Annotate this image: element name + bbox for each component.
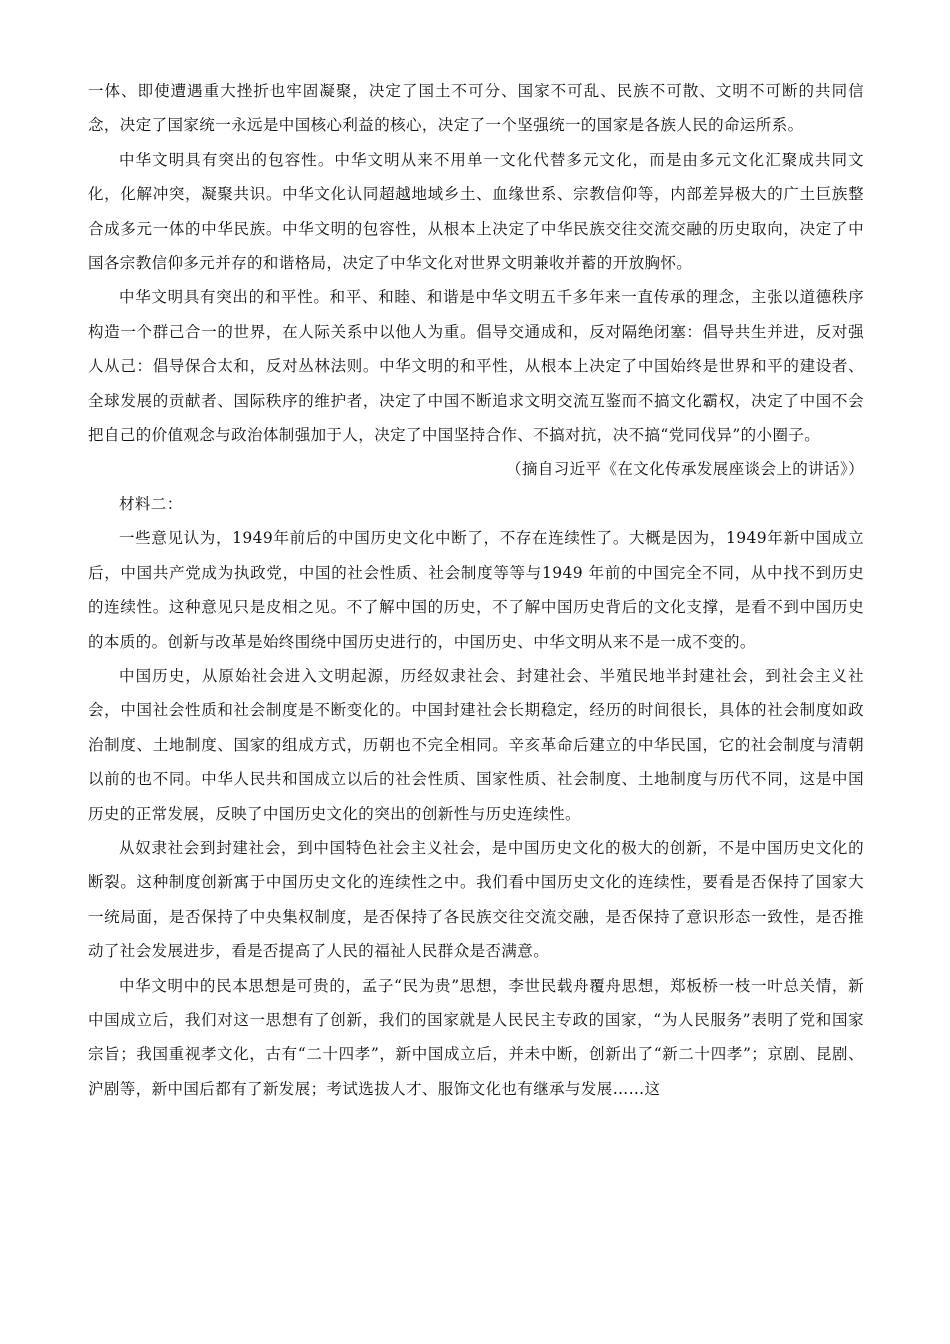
paragraph-institutional-innovation: 从奴隶社会到封建社会，到中国特色社会主义社会，是中国历史文化的极大的创新，不是中国历史文化的断裂。这种制度创新寓于中国历史文化的连续性之中。我们看中国历史文化的连续性，要看是否保持了国家大一统局面，是否保持了中央集权制度，是否保持了各民族交往交流交融，是否保持了意识形态一致性，是否推动了社会发展进步，看是否提高了人民的福祉人民群众是否满意。 (88, 838, 864, 961)
material-two-label: 材料二： (119, 494, 183, 513)
paragraph-peacefulness: 中华文明具有突出的和平性。和平、和睦、和谐是中华文明五千多年来一直传承的理念，主张以道德秩序构造一个群己合一的世界，在人际关系中以他人为重。倡导交通成和，反对隔绝闭塞：倡导共生并进，反对强人从己：倡导保合太和，反对丛林法则。中华文明的和平性，从根本上决定了中国始终是世界和平的建设者、全球发展的贡献者、国际秩序的维护者，决定了中国不断追求文明交流互鉴而不搞文化霸权，决定了中国不会把自己的价值观念与政治体制强加于人，决定了中国坚持合作、不搞对抗，决不搞“党同伐异”的小圈子。 (88, 288, 864, 445)
paragraph-people-oriented: 中华文明中的民本思想是可贵的，孟子“民为贵”思想，李世民载舟覆舟思想，郑板桥一枝一叶总关情，新中国成立后，我们对这一思想有了创新，我们的国家就是人民民主专政的国家，“为人民服务”表明了党和国家宗旨；我国重视孝文化，古有“二十四孝”，新中国成立后，并未中断，创新出了“新二十四孝”；京剧、昆剧、沪剧等，新中国后都有了新发展；考试选拔人才、服饰文化也有继承与发展……这 (88, 976, 864, 1098)
document-page (88, 74, 864, 1106)
paragraph-continuity-opinion: 一些意见认为，1949年前后的中国历史文化中断了，不存在连续性了。大概是因为，1949年新中国成立后，中国共产党成为执政党，中国的社会性质、社会制度等等与1949 年前的中国完全不同，从中找不到历史的连续性。这种意见只是皮相之见。不了解中国的历史，不了解中国历史背后的文化支撑，是看不到中国历史的本质的。创新与改革是始终围绕中国历史进行的，中国历史、中华文明从来不是一成不变的。 (88, 529, 864, 651)
source-citation: （摘自习近平《在文化传承发展座谈会上的讲话》） (506, 460, 864, 479)
paragraph-inclusiveness: 中华文明具有突出的包容性。中华文明从来不用单一文化代替多元文化，而是由多元文化汇聚成共同文化，化解冲突，凝聚共识。中华文化认同超越地域乡土、血缘世系、宗教信仰等，内部差异极大的广土巨族整合成多元一体的中华民族。中华文明的包容性，从根本上决定了中华民族交往交流交融的历史取向，决定了中国各宗教信仰多元并存的和谐格局，决定了中华文化对世界文明兼收并蓄的开放胸怀。 (88, 150, 864, 273)
paragraph-history-stages: 中国历史，从原始社会进入文明起源，历经奴隶社会、封建社会、半殖民地半封建社会，到社会主义社会，中国社会性质和社会制度是不断变化的。中国封建社会长期稳定，经历的时间很长，具体的社会制度如政治制度、土地制度、国家的组成方式，历朝也不完全相同。辛亥革命后建立的中华民国，它的社会制度与清朝以前的也不同。中华人民共和国成立以后的社会性质、国家性质、社会制度、土地制度与历代不同，这是中国历史的正常发展，反映了中国历史文化的突出的创新性与历史连续性。 (88, 666, 864, 823)
paragraph-continuation: 一体、即使遭遇重大挫折也牢固凝聚，决定了国土不可分、国家不可乱、民族不可散、文明不可断的共同信念，决定了国家统一永远是中国核心利益的核心，决定了一个坚强统一的国家是各族人民的命运所系。 (88, 82, 864, 135)
